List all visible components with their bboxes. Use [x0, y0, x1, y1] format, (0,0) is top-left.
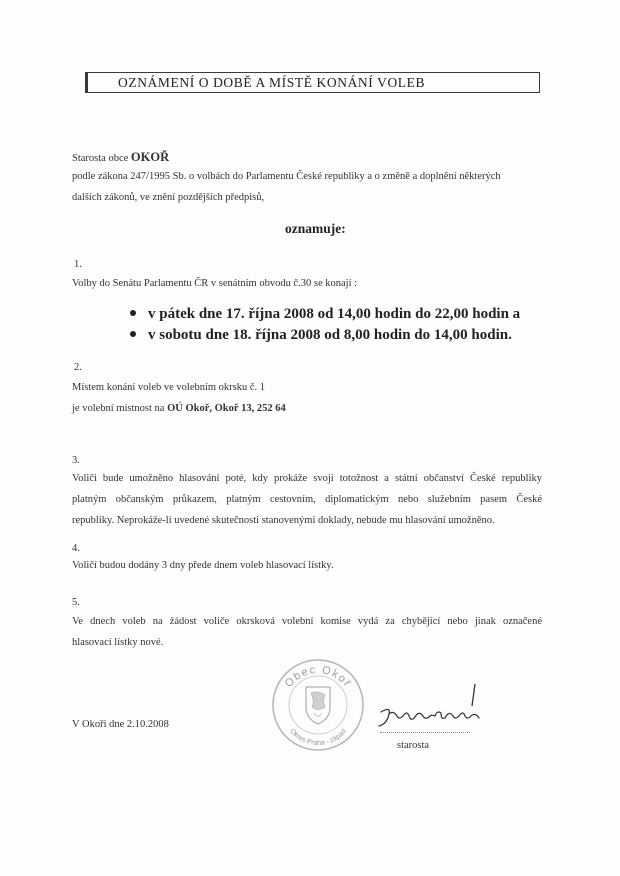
election-date-friday: v pátek dne 17. října 2008 od 14,00 hodin do 22,00 hodin a: [130, 306, 520, 323]
obec-name: OKOŘ: [130, 150, 170, 164]
polling-place: OÚ Okoř, Okoř 13, 252 64: [167, 403, 286, 414]
official-stamp: [270, 657, 366, 753]
section-2-line-2: je volební místnost na OÚ Okoř, Okoř 13, 252 64: [72, 403, 286, 414]
bullet-icon: [130, 310, 136, 316]
section-4-text: Voličí budou dodány 3 dny přede dnem voleb hlasovací lístky.: [72, 560, 334, 571]
section-5-number: 5.: [72, 597, 80, 608]
section-2-line-1: Místem konání voleb ve volebním okrsku č. 1: [72, 382, 266, 393]
signature-line: [380, 732, 470, 733]
bullet-icon: [130, 331, 136, 337]
section-1-number: 1.: [74, 259, 82, 270]
intro-starosta-line: [72, 150, 169, 165]
election-date-saturday: v sobotu dne 18. října 2008 od 8,00 hodin do 14,00 hodin.: [130, 327, 512, 344]
section-5-text: Ve dnech voleb na žádost voliče okrsková volební komise vydá za chybějící nebo jinak označené hlasovací lístky nové.: [72, 616, 542, 648]
starosta-label: Starosta obce: [72, 153, 129, 164]
coat-of-arms-icon: [306, 687, 330, 724]
stamp-top-text: Obec Okoř: [282, 663, 354, 690]
intro-law-line-2: dalších zákonů, ve znění pozdějších předpisů,: [72, 192, 265, 203]
stamp-bottom-text: Okres Praha - západ: [288, 728, 348, 748]
announce-heading: oznamuje:: [285, 221, 346, 236]
section-3-text: Voliči bude umožněno hlasování poté, kdy prokáže svoji totožnost a státní občanství České republiky platným občanským průkazem, platným cestovním, diplomatickým nebo služebním pasem České republiky. Neprokáže-li uvedené skutečnosti stanovenými doklady, nebude mu hlasování umožněno.: [72, 473, 542, 526]
document-title: OZNÁMENÍ O DOBĚ A MÍSTĚ KONÁNÍ VOLEB: [85, 72, 540, 93]
section-2-number: 2.: [74, 362, 82, 373]
section-4-number: 4.: [72, 543, 80, 554]
section-1-text: Volby do Senátu Parlamentu ČR v senátním obvodu č.30 se konají :: [72, 278, 358, 289]
section-3-number: 3.: [72, 455, 80, 466]
place-and-date: V Okoři dne 2.10.2008: [72, 719, 169, 730]
signature: [375, 680, 490, 740]
intro-law-line: podle zákona 247/1995 Sb. o volbách do Parlamentu České republiky a o změně a doplnění některých: [72, 171, 501, 182]
signatory-role: starosta: [397, 740, 430, 751]
